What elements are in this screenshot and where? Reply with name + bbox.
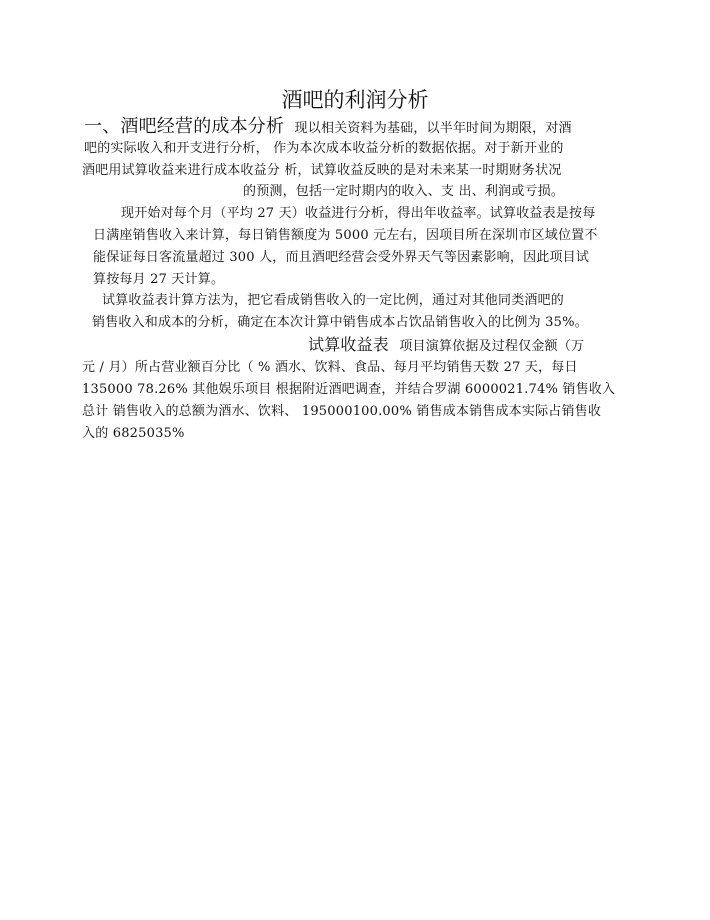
document-title: 酒吧的利润分析 bbox=[281, 88, 429, 112]
table-line3: 135000 78.26% 其他娱乐项目 根据附近酒吧调查，并结合罗湖 6000021.74% 销售收入 bbox=[82, 382, 616, 397]
section1-heading: 一、酒吧经营的成本分析 bbox=[84, 116, 285, 137]
table-section-first-line bbox=[308, 334, 584, 358]
section1-line1-text: 现以相关资料为基础，以半年时间为期限，对酒 bbox=[294, 121, 572, 136]
table-line5: 入的 6825035% bbox=[82, 426, 185, 441]
section1-first-line bbox=[84, 116, 572, 140]
table-line2: 元 / 月）所占营业额百分比（ % 酒水、饮料、食品、每月平均销售天数 27 天，每日 bbox=[82, 360, 578, 375]
section1-line4: 的预测，包括一定时期内的收入、支 出、利润或亏损。 bbox=[243, 184, 565, 199]
section1-line3: 酒吧用试算收益来进行成本收益分 析，试算收益反映的是对未来某一时期财务状况 bbox=[82, 163, 562, 178]
para2-line3: 能保证每日客流量超过 300 人，而且酒吧经营会受外界天气等因素影响，因此项目试 bbox=[93, 250, 590, 265]
table-line4: 总计 销售收入的总额为酒水、饮料、 195000100.00% 销售成本销售成本实际占销售收 bbox=[82, 404, 602, 419]
para2-line1: 现开始对每个月（平均 27 天）收益进行分析，得出年收益率。试算收益表是按每 bbox=[121, 206, 596, 221]
table-heading: 试算收益表 bbox=[308, 335, 390, 354]
para3-line1: 试算收益表计算方法为，把它看成销售收入的一定比例，通过对其他同类酒吧的 bbox=[102, 293, 565, 308]
para3-line2: 销售收入和成本的分析，确定在本次计算中销售成本占饮品销售收入的比例为 35%。 bbox=[92, 315, 588, 330]
table-line1-text: 项目演算依据及过程仅金额（万 bbox=[399, 339, 585, 354]
section1-line2: 吧的实际收入和开支进行分析， 作为本次成本收益分析的数据依据。对于新开业的 bbox=[84, 141, 564, 156]
para2-line4: 算按每月 27 天计算。 bbox=[93, 272, 225, 287]
para2-line2: 日满座销售收入来计算，每日销售额度为 5000 元左右，因项目所在深圳市区域位置不 bbox=[93, 228, 598, 243]
